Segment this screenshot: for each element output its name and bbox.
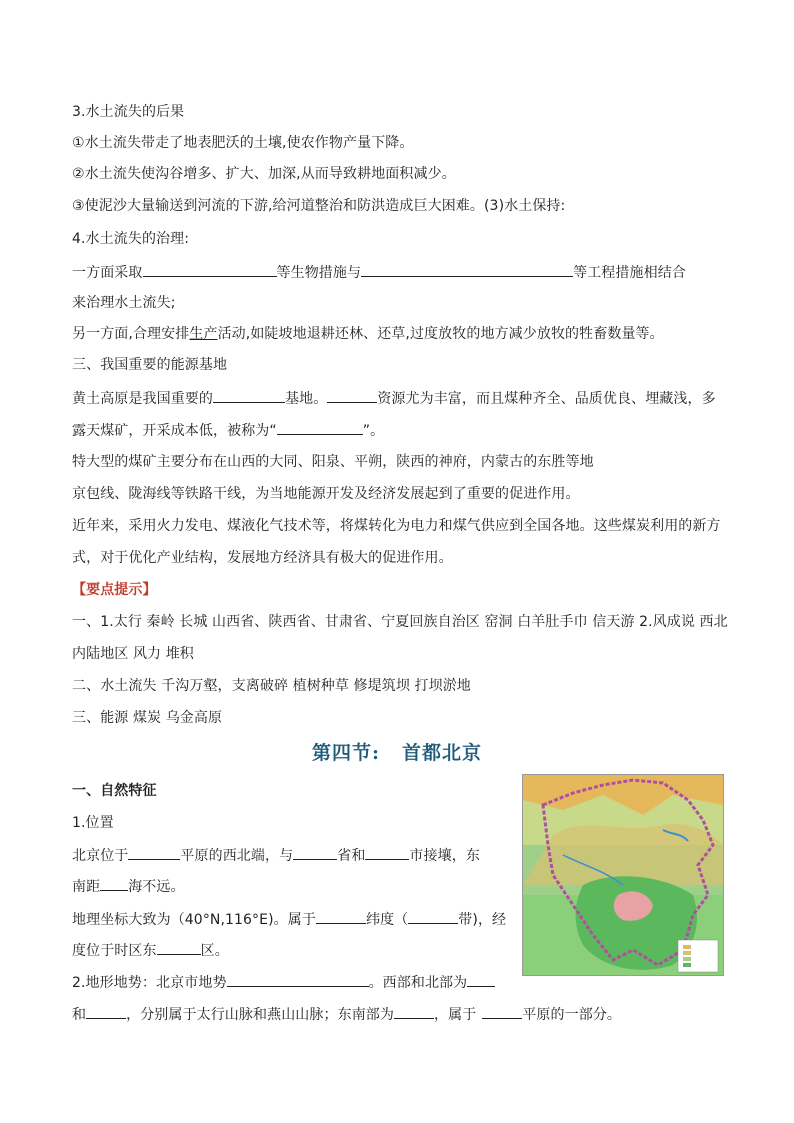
fill-blank [361, 262, 573, 277]
text-line: 4.水土流失的治理: [72, 231, 190, 247]
fill-blank [316, 909, 366, 924]
text-line [72, 420, 384, 441]
text-line: 近年来，采用火力发电、煤液化气技术等，将煤转化为电力和煤气供应到全国各地。这些煤炭利用的新方 [72, 518, 721, 534]
text-line [72, 876, 185, 897]
tips-heading: 【要点提示】 [72, 582, 157, 598]
text-segment: 带)，经 [458, 912, 507, 928]
fill-blank [327, 388, 377, 403]
text-segment: 2.地形地势：北京市地势 [72, 975, 227, 991]
text-line: 3.水土流失的后果 [72, 104, 185, 120]
text-line: ①水土流失带走了地表肥沃的土壤,使农作物产量下降。 [72, 135, 414, 151]
text-line [72, 388, 716, 409]
section-title [0, 738, 794, 765]
text-line [72, 1004, 621, 1025]
fill-blank [408, 909, 458, 924]
tips-line: 一、1.太行 秦岭 长城 山西省、陕西省、甘肃省、宁夏回族自治区 窑洞 白羊肚手巾 信天游 2.风成说 西北 [72, 614, 728, 630]
text-line: 式，对于优化产业结构，发展地方经济具有极大的促进作用。 [72, 550, 453, 566]
fill-blank [482, 1004, 522, 1019]
text-line [72, 940, 229, 961]
fill-blank [86, 1004, 126, 1019]
beijing-topographic-map [522, 774, 724, 976]
section-name: 首都北京 [402, 742, 483, 764]
text-line: 来治理水土流失; [72, 295, 176, 311]
text-line: 特大型的煤矿主要分布在山西的大同、阳泉、平朔，陕西的神府，内蒙古的东胜等地 [72, 454, 594, 470]
fill-blank [128, 845, 180, 860]
text-segment: ，属于 [434, 1007, 477, 1023]
fill-blank [157, 940, 201, 955]
text-segment: 露天煤矿，开采成本低，被称为“ [72, 423, 277, 439]
fill-blank [467, 972, 495, 987]
text-line: 1.位置 [72, 815, 114, 831]
text-line [72, 845, 480, 866]
text-segment: 等生物措施与 [276, 265, 362, 281]
text-segment: 地理坐标大致为（40°N,116°E)。属于 [72, 912, 316, 928]
text-segment: 区。 [200, 943, 229, 959]
fill-blank [213, 388, 285, 403]
tips-line: 二、水土流失 千沟万壑，支离破碎 植树种草 修堤筑坝 打坝淤地 [72, 678, 471, 694]
text-line [72, 972, 495, 993]
text-segment: 。西部和北部为 [368, 975, 468, 991]
text-segment: 另一方面,合理安排 [72, 326, 190, 342]
underlined-text: 生产 [189, 326, 218, 342]
text-segment: 一方面采取 [72, 265, 143, 281]
fill-blank [227, 972, 369, 987]
text-segment: ，分别属于太行山脉和燕山山脉；东南部为 [126, 1007, 395, 1023]
tips-line: 内陆地区 风力 堆积 [72, 646, 194, 662]
text-segment: 纬度（ [365, 912, 409, 928]
subsection-heading: 一、自然特征 [72, 783, 157, 799]
text-segment: 省和 [337, 848, 366, 864]
map-graphic [523, 775, 723, 975]
text-line [72, 262, 686, 283]
text-segment: 南距 [72, 879, 101, 895]
text-segment: ”。 [362, 423, 385, 439]
fill-blank [394, 1004, 434, 1019]
fill-blank [293, 845, 337, 860]
text-line: 三、我国重要的能源基地 [72, 357, 228, 373]
text-line: 京包线、陇海线等铁路干线，为当地能源开发及经济发展起到了重要的促进作用。 [72, 486, 580, 502]
text-segment: 海不远。 [128, 879, 185, 895]
tips-line: 三、能源 煤炭 乌金高原 [72, 710, 223, 726]
fill-blank [100, 876, 128, 891]
fill-blank [143, 262, 277, 277]
text-line [72, 909, 506, 930]
text-segment: 平原的西北端，与 [180, 848, 294, 864]
text-segment: 基地。 [285, 391, 328, 407]
text-segment: 等工程措施相结合 [573, 265, 686, 281]
text-segment: 北京位于 [72, 848, 129, 864]
text-segment: 平原的一部分。 [522, 1007, 622, 1023]
fill-blank [365, 845, 409, 860]
text-line: ③使泥沙大量输送到河流的下游,给河道整治和防洪造成巨大困难。(3)水土保持: [72, 198, 566, 214]
text-segment: 黄土高原是我国重要的 [72, 391, 213, 407]
text-segment: 活动,如陡坡地退耕还林、还草,过度放牧的地方减少放牧的牲畜数量等。 [217, 326, 664, 342]
text-segment: 和 [72, 1007, 87, 1023]
text-segment: 市接壤，东 [409, 848, 480, 864]
text-segment: 度位于时区东 [72, 943, 157, 959]
text-line [72, 324, 664, 344]
text-line: ②水土流失使沟谷增多、扩大、加深,从而导致耕地面积减少。 [72, 166, 456, 182]
section-number: 第四节: [311, 742, 380, 764]
fill-blank [277, 420, 363, 435]
text-segment: 资源尤为丰富，而且煤种齐全、品质优良、埋藏浅，多 [377, 391, 716, 407]
